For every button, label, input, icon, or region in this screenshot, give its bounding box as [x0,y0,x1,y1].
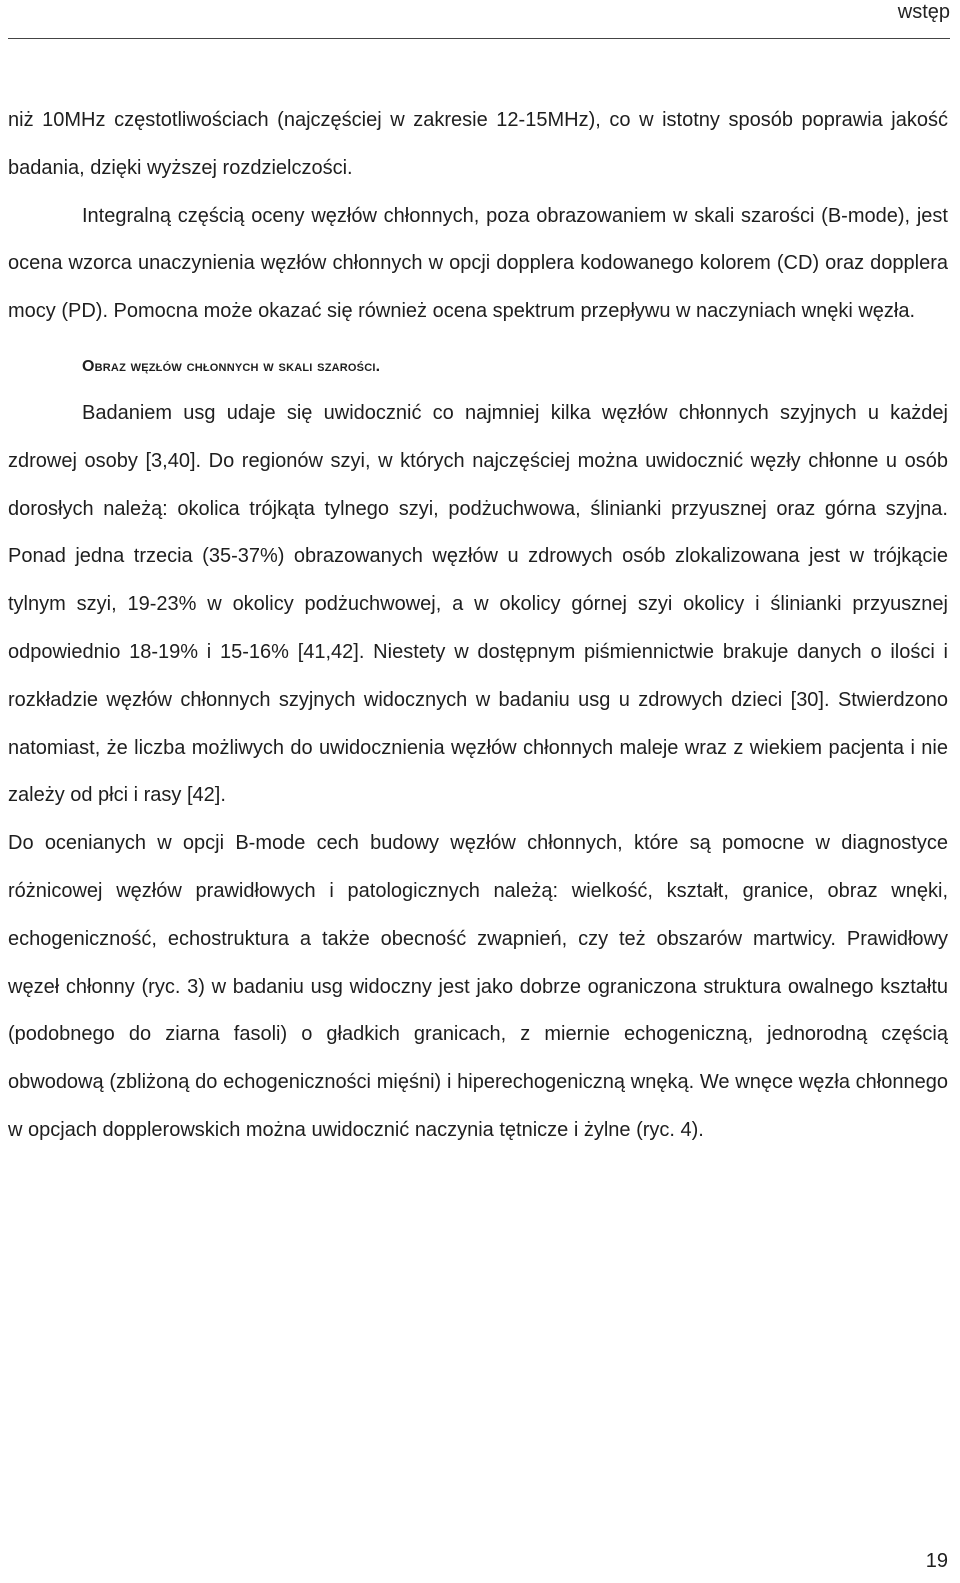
paragraph-2: Integralną częścią oceny węzłów chłonnych, poza obrazowaniem w skali szarości (B-mode), jest ocena wzorca unaczynienia węzłów chłonnych w opcji dopplera kodowanego kolorem (CD) oraz dopplera mocy (PD). Pomocna może okazać się również ocena spektrum przepływu w naczyniach wnęki węzła. [8,204,948,323]
paragraph-4: Do ocenianych w opcji B-mode cech budowy węzłów chłonnych, które są pomocne w diagnostyce różnicowej węzłów prawidłowych i patologicznych należą: wielkość, kształt, granice, obraz wnęki, echogeniczność, echostruktura a także obecność zwapnień, czy też obszarów martwicy. Prawidłowy węzeł chłonny (ryc. 3) w badaniu usg widoczny jest jako dobrze ograniczona struktura owalnego kształtu (podobnego do ziarna fasoli) o gładkich granicach, z miernie echogeniczną, jednorodną częścią obwodową (zbliżoną do echogeniczności mięśni) i hiperechogeniczną wnęką. We wnęce węzła chłonnego w opcjach dopplerowskich można uwidocznić naczynia tętnicze i żylne (ryc. 4). [8,832,948,1141]
running-header: wstęp [897,1,950,23]
paragraph-3: Badaniem usg udaje się uwidocznić co najmniej kilka węzłów chłonnych szyjnych u każdej zdrowej osoby [3,40]. Do regionów szyi, w których najczęściej można uwidocznić węzły chłonne u osób dorosłych należą: okolica trójkąta tylnego szyi, podżuchwowa, ślinianki przyusznej oraz górna szyjna. Ponad jedna trzecia (35-37%) obrazowanych węzłów u zdrowych osób zlokalizowana jest w trójkącie tylnym szyi, 19-23% w okolicy podżuchwowej, a w okolicy górnej szyi okolicy i ślinianki przyusznej odpowiednio 18-19% i 15-16% [41,42]. Niestety w dostępnym piśmiennictwie brakuje danych o ilości i rozkładzie węzłów chłonnych szyjnych widocznych w badaniu usg u zdrowych dzieci [30]. Stwierdzono natomiast, że liczba możliwych do uwidocznienia węzłów chłonnych maleje wraz z wiekiem pacjenta i nie zależy od płci i rasy [42]. [8,401,948,807]
section-heading: Obraz węzłów chłonnych w skali szarości. [82,357,381,375]
page-number: 19 [925,1550,948,1572]
header-divider [8,38,950,39]
page-body [8,97,948,1155]
paragraph-1: niż 10MHz częstotliwościach (najczęściej w zakresie 12-15MHz), co w istotny sposób poprawia jakość badania, dzięki wyższej rozdzielczości. [8,109,948,179]
